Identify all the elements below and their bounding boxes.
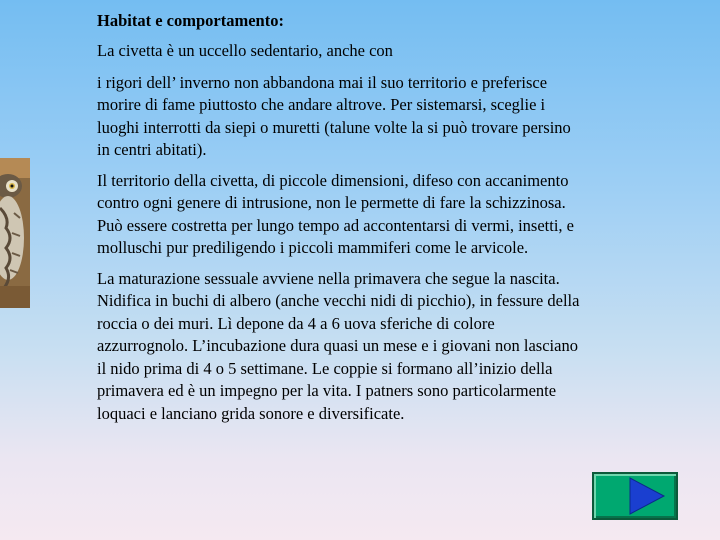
section-title: Habitat e comportamento: [97,11,284,30]
main-content [97,10,697,433]
paragraph-winter: i rigori dell’ inverno non abbandona mai il suo territorio e preferisce morire di fame piuttosto che andare altrove. Per sistemarsi, sceglie i luoghi interrotti da siepi o muretti (talune volte la si può trovare persino in centri abitati). [97,72,571,159]
play-triangle-icon [594,474,676,518]
paragraph-reproduction: La maturazione sessuale avviene nella primavera che segue la nascita. Nidifica in buchi di albero (anche vecchi nidi di picchio), in fessure della roccia o dei muri. Lì depone da 4 a 6 uova sferiche di colore azzurrognolo. L’incubazione dura quasi un mese e i giovani non lasciano il nido prima di 4 o 5 settimane. Le coppie si formano all’inizio della primavera ed è un impegno per la vita. I patners sono particolarmente loquaci e lanciano grida sonore e diversificate. [97,268,580,423]
paragraph-territory: Il territorio della civetta, di piccole dimensioni, difeso con accanimento contro ogni genere di intrusione, non le permette di fare la schizzinosa. Può essere costretta per lungo tempo ad accontentarsi di vermi, insetti, e molluschi pur prediligendo i piccoli mammiferi come le arvicole. [97,170,574,257]
paragraph-sedentary: La civetta è un uccello sedentario, anche con [97,41,393,60]
owl-photo [0,158,30,308]
next-slide-button[interactable] [592,472,678,520]
owl-illustration [0,158,30,308]
